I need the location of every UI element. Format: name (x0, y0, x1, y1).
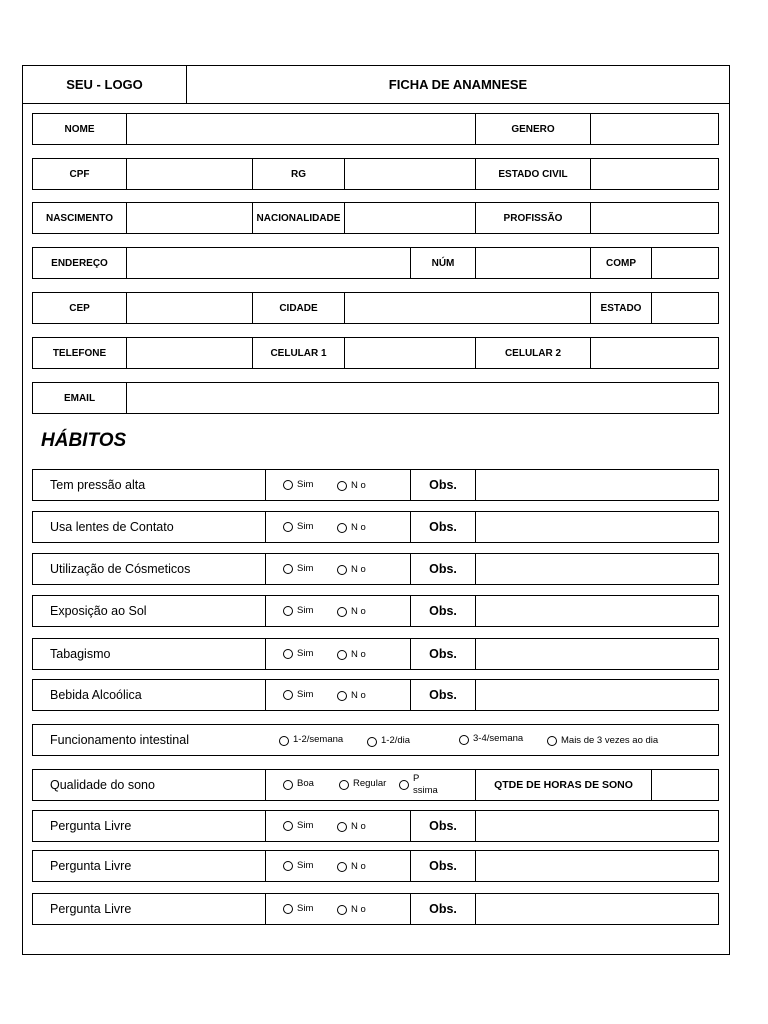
row-nome (32, 113, 719, 145)
habit-4-yes-label: Sim (297, 605, 314, 616)
free-question-1-no-label: N o (351, 821, 366, 832)
habit-1-question: Tem pressão alta (50, 478, 146, 492)
intestinal-radio-3[interactable] (459, 735, 469, 745)
intestinal-radio-2[interactable] (367, 737, 377, 747)
habit-3-row (32, 553, 719, 585)
comp-field[interactable] (651, 248, 718, 278)
logo-placeholder: SEU - LOGO (23, 66, 187, 103)
telefone-field[interactable] (126, 338, 252, 368)
habit-1-yes-label: Sim (297, 479, 314, 490)
nascimento-field[interactable] (126, 203, 252, 233)
free-question-1-yes-label: Sim (297, 820, 314, 831)
rg-field[interactable] (344, 159, 475, 189)
habit-4-question: Exposição ao Sol (50, 604, 147, 618)
habit-3-no-label: N o (351, 564, 366, 575)
estado-field[interactable] (651, 293, 718, 323)
sleep-options (265, 770, 410, 800)
habit-1-radio-no[interactable] (337, 481, 347, 491)
label-genero: GENERO (475, 114, 590, 144)
free-question-1-answer (265, 811, 410, 841)
sleep-hours-label: QTDE DE HORAS DE SONO (475, 770, 651, 800)
profissao-field[interactable] (590, 203, 718, 233)
free-question-3-obs-field[interactable] (475, 894, 718, 924)
celular1-field[interactable] (344, 338, 475, 368)
row-intestinal (32, 724, 719, 756)
free-question-1-question: Pergunta Livre (50, 819, 132, 833)
habit-3-question: Utilização de Cósmeticos (50, 562, 191, 576)
habit-6-obs-label: Obs. (410, 680, 475, 710)
free-question-2-obs-label: Obs. (410, 851, 475, 881)
label-celular2: CELULAR 2 (475, 338, 590, 368)
habit-6-obs-field[interactable] (475, 680, 718, 710)
free-question-2-yes-label: Sim (297, 860, 314, 871)
free-question-2-obs-field[interactable] (475, 851, 718, 881)
free-question-3-yes-label: Sim (297, 903, 314, 914)
label-cep: CEP (69, 302, 90, 314)
habit-1-no-label: N o (351, 480, 366, 491)
label-comp: COMP (590, 248, 651, 278)
label-rg: RG (252, 159, 344, 189)
free-question-3-no-label: N o (351, 904, 366, 915)
habit-4-radio-no[interactable] (337, 607, 347, 617)
sleep-radio-pessima[interactable] (399, 780, 409, 790)
row-nascimento (32, 202, 719, 234)
free-question-1-radio-no[interactable] (337, 822, 347, 832)
habit-2-radio-no[interactable] (337, 523, 347, 533)
habit-3-obs-field[interactable] (475, 554, 718, 584)
habit-3-radio-no[interactable] (337, 565, 347, 575)
row-telefone (32, 337, 719, 369)
habit-3-radio-yes[interactable] (283, 564, 293, 574)
label-email: EMAIL (63, 392, 96, 404)
estado-civil-field[interactable] (590, 159, 718, 189)
habit-1-radio-yes[interactable] (283, 480, 293, 490)
label-nacionalidade: NACIONALIDADE (252, 203, 344, 233)
free-question-2-answer (265, 851, 410, 881)
cpf-field[interactable] (126, 159, 252, 189)
free-question-2-radio-yes[interactable] (283, 861, 293, 871)
habit-3-yes-label: Sim (297, 563, 314, 574)
label-telefone: TELEFONE (52, 347, 107, 359)
label-num: NÚM (410, 248, 475, 278)
free-question-1-obs-label: Obs. (410, 811, 475, 841)
form-header (23, 66, 729, 104)
habit-2-no-label: N o (351, 522, 366, 533)
habit-2-obs-field[interactable] (475, 512, 718, 542)
free-question-2-question: Pergunta Livre (50, 859, 132, 873)
label-estado-civil: ESTADO CIVIL (475, 159, 590, 189)
free-question-3-radio-yes[interactable] (283, 904, 293, 914)
habit-5-question: Tabagismo (50, 647, 111, 661)
sleep-radio-boa[interactable] (283, 780, 293, 790)
habit-3-obs-label: Obs. (410, 554, 475, 584)
celular2-field[interactable] (590, 338, 718, 368)
habit-6-question: Bebida Alcoólica (50, 688, 142, 702)
row-email (32, 382, 719, 414)
habit-6-row (32, 679, 719, 711)
label-endereco: ENDEREÇO (51, 257, 108, 269)
habit-6-radio-yes[interactable] (283, 690, 293, 700)
habit-4-no-label: N o (351, 606, 366, 617)
num-field[interactable] (475, 248, 590, 278)
row-sleep (32, 769, 719, 801)
free-question-3-answer (265, 894, 410, 924)
sleep-option-boa: Boa (297, 778, 314, 789)
intestinal-label: Funcionamento intestinal (50, 733, 189, 747)
free-question-3-question: Pergunta Livre (50, 902, 132, 916)
label-nome: NOME (64, 123, 95, 135)
form-title: FICHA DE ANAMNESE (388, 77, 528, 92)
endereco-field[interactable] (126, 248, 410, 278)
sleep-label: Qualidade do sono (50, 778, 155, 792)
habit-6-no-label: N o (351, 690, 366, 701)
habit-6-radio-no[interactable] (337, 691, 347, 701)
intestinal-option-2: 1-2/dia (381, 735, 411, 746)
free-question-1-radio-yes[interactable] (283, 821, 293, 831)
habit-2-yes-label: Sim (297, 521, 314, 532)
habit-4-row (32, 595, 719, 627)
habit-2-answer (265, 512, 410, 542)
label-nascimento: NASCIMENTO (45, 212, 114, 224)
habit-4-obs-label: Obs. (410, 596, 475, 626)
email-field[interactable] (126, 383, 718, 413)
habit-5-yes-label: Sim (297, 648, 314, 659)
habit-1-obs-label: Obs. (410, 470, 475, 500)
label-profissao: PROFISSÃO (475, 203, 590, 233)
habit-1-row (32, 469, 719, 501)
sleep-radio-regular[interactable] (339, 780, 349, 790)
genero-field[interactable] (590, 114, 718, 144)
habit-6-yes-label: Sim (297, 689, 314, 700)
habit-5-obs-field[interactable] (475, 639, 718, 669)
free-question-2-radio-no[interactable] (337, 862, 347, 872)
habits-heading: HÁBITOS (41, 430, 127, 451)
habit-2-radio-yes[interactable] (283, 522, 293, 532)
habit-1-obs-field[interactable] (475, 470, 718, 500)
habit-5-radio-yes[interactable] (283, 649, 293, 659)
habit-3-answer (265, 554, 410, 584)
habit-5-no-label: N o (351, 649, 366, 660)
sleep-hours-field[interactable] (651, 770, 718, 800)
habit-5-row (32, 638, 719, 670)
intestinal-option-1: 1-2/semana (293, 734, 344, 745)
row-cep (32, 292, 719, 324)
row-cpf (32, 158, 719, 190)
label-estado: ESTADO (590, 293, 651, 323)
habit-2-row (32, 511, 719, 543)
habit-5-radio-no[interactable] (337, 650, 347, 660)
free-question-2-row (32, 850, 719, 882)
free-question-3-obs-label: Obs. (410, 894, 475, 924)
nome-field[interactable] (126, 114, 475, 144)
intestinal-option-3: 3-4/semana (473, 733, 524, 744)
cidade-field[interactable] (344, 293, 590, 323)
label-cidade: CIDADE (252, 293, 344, 323)
free-question-1-row (32, 810, 719, 842)
cep-field[interactable] (126, 293, 252, 323)
habit-4-obs-field[interactable] (475, 596, 718, 626)
habit-5-answer (265, 639, 410, 669)
intestinal-radio-1[interactable] (279, 736, 289, 746)
habit-4-radio-yes[interactable] (283, 606, 293, 616)
intestinal-radio-4[interactable] (547, 736, 557, 746)
nacionalidade-field[interactable] (344, 203, 475, 233)
habit-4-answer (265, 596, 410, 626)
row-endereco (32, 247, 719, 279)
habit-1-answer (265, 470, 410, 500)
habit-2-question: Usa lentes de Contato (50, 520, 174, 534)
label-celular1: CELULAR 1 (252, 338, 344, 368)
free-question-3-radio-no[interactable] (337, 905, 347, 915)
free-question-2-no-label: N o (351, 861, 366, 872)
free-question-1-obs-field[interactable] (475, 811, 718, 841)
intestinal-option-4: Mais de 3 vezes ao dia (561, 735, 659, 746)
sleep-option-pessima: P ssima (413, 773, 438, 796)
label-cpf: CPF (69, 168, 90, 180)
free-question-3-row (32, 893, 719, 925)
habit-5-obs-label: Obs. (410, 639, 475, 669)
habit-6-answer (265, 680, 410, 710)
sleep-option-regular: Regular (353, 778, 387, 789)
habit-2-obs-label: Obs. (410, 512, 475, 542)
